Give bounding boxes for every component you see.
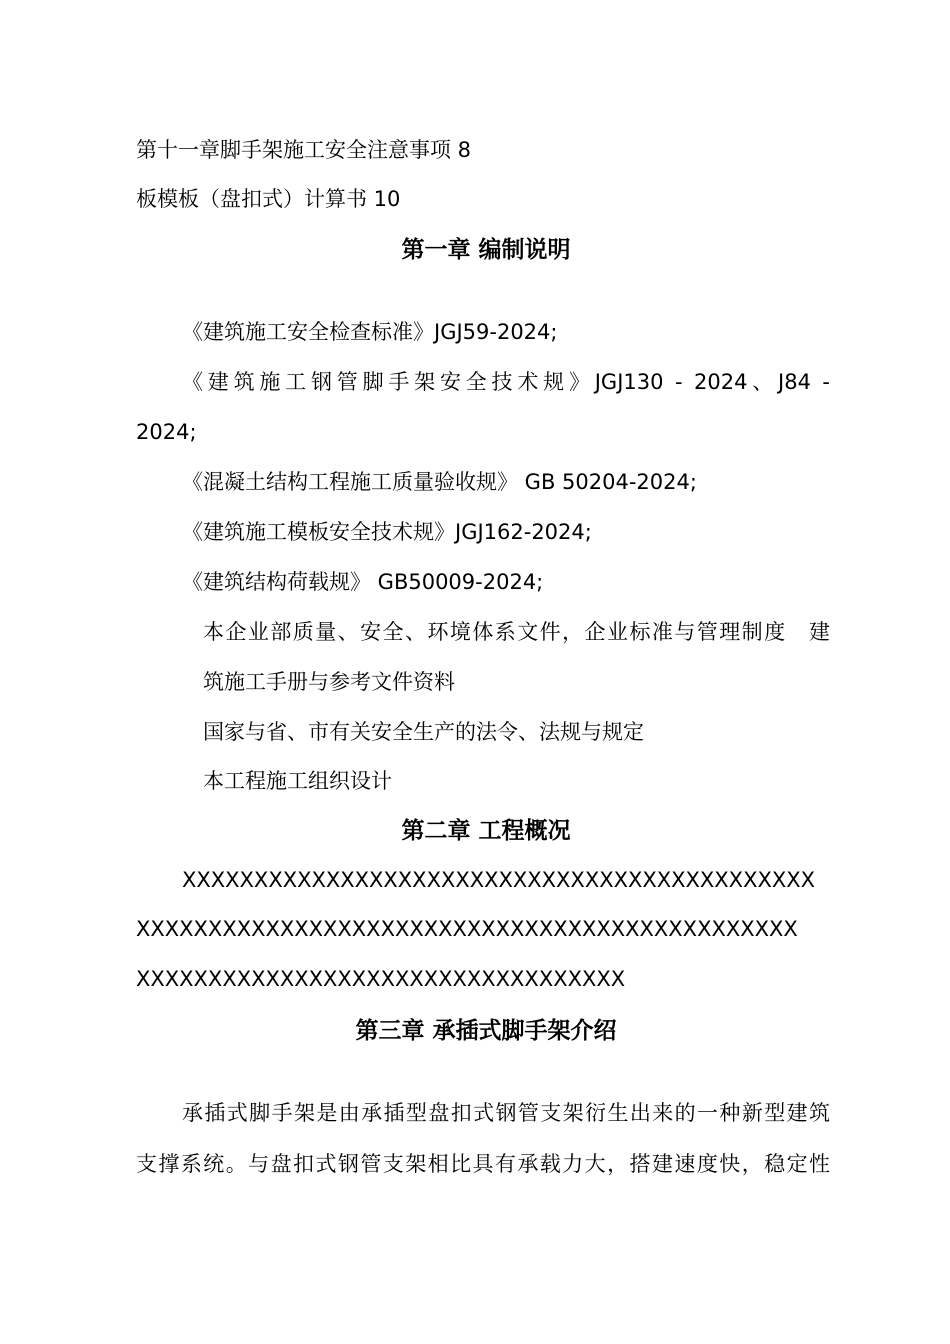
reference-item: 《混凝土结构工程施工质量验收规》 GB 50204-2024; xyxy=(182,470,697,494)
overview-line: XXXXXXXXXXXXXXXXXXXXXXXXXXXXXXXXXXXXXXXXXXXX xyxy=(182,868,815,892)
reference-item-continued: 2024; xyxy=(136,420,197,444)
overview-line: XXXXXXXXXXXXXXXXXXXXXXXXXXXXXXXXXX xyxy=(136,967,626,991)
reference-item: 《建筑施工钢管脚手架安全技术规》JGJ130 - 2024、J84 - xyxy=(182,370,830,394)
basis-item-continued: 筑施工手册与参考文件资料 xyxy=(203,670,455,694)
basis-item: 国家与省、市有关安全生产的法令、法规与规定 xyxy=(203,720,644,744)
chapter-heading: 第一章 编制说明 xyxy=(401,237,571,263)
intro-paragraph-line: 支撑系统。与盘扣式钢管支架相比具有承载力大，搭建速度快，稳定性 xyxy=(136,1152,830,1176)
basis-item: 本工程施工组织设计 xyxy=(203,769,392,793)
chapter-heading: 第三章 承插式脚手架介绍 xyxy=(355,1018,617,1044)
toc-entry: 板模板（盘扣式）计算书 10 xyxy=(136,187,401,211)
basis-item: 本企业部质量、安全、环境体系文件，企业标准与管理制度 建 xyxy=(203,620,830,644)
toc-entry: 第十一章脚手架施工安全注意事项 8 xyxy=(136,138,472,162)
reference-item: 《建筑施工模板安全技术规》JGJ162-2024; xyxy=(182,520,592,544)
overview-line: XXXXXXXXXXXXXXXXXXXXXXXXXXXXXXXXXXXXXXXXXXXXXX xyxy=(136,917,798,941)
chapter-heading: 第二章 工程概况 xyxy=(401,818,571,844)
intro-paragraph-line: 承插式脚手架是由承插型盘扣式钢管支架衍生出来的一种新型建筑 xyxy=(182,1101,830,1125)
reference-item: 《建筑施工安全检查标准》JGJ59-2024; xyxy=(182,320,558,344)
reference-item: 《建筑结构荷载规》 GB50009-2024; xyxy=(182,570,544,594)
